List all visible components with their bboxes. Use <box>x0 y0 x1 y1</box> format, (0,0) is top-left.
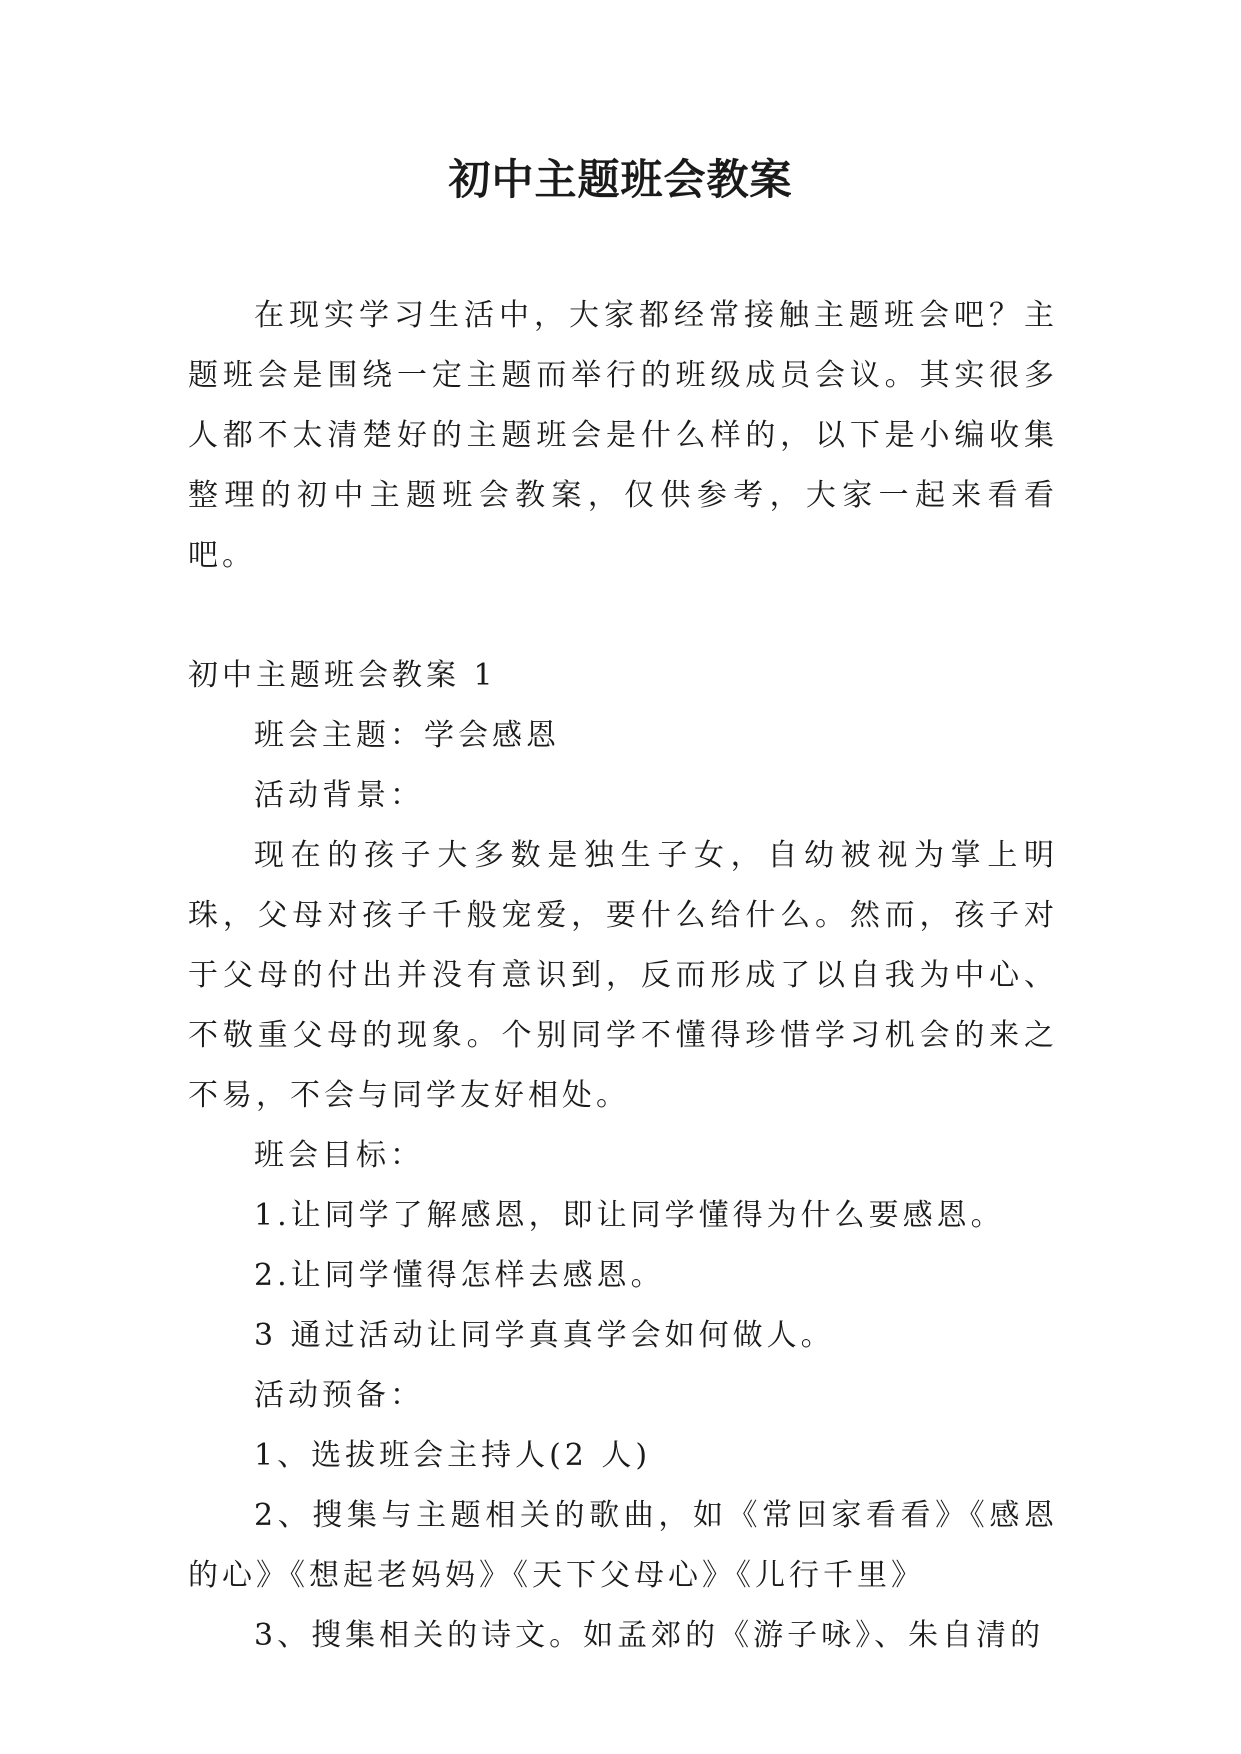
preparation-item: 3、搜集相关的诗文。如孟郊的《游子咏》、朱自清的 <box>254 1618 1045 1653</box>
goal-item: 3 通过活动让同学真真学会如何做人。 <box>254 1318 835 1353</box>
document-title: 初中主题班会教案 <box>448 155 793 204</box>
meeting-theme: 班会主题：学会感恩 <box>254 718 560 753</box>
section-heading: 初中主题班会教案 1 <box>188 658 497 693</box>
goal-item: 1.让同学了解感恩，即让同学懂得为什么要感恩。 <box>254 1198 1005 1233</box>
activity-preparation-label: 活动预备： <box>254 1378 424 1413</box>
intro-paragraph: 在现实学习生活中，大家都经常接触主题班会吧？主题班会是围绕一定主题而举行的班级成员会议。其实很多人都不太清楚好的主题班会是什么样的，以下是小编收集整理的初中主题班会教案，仅供参考，大家一起来看看吧。 <box>188 298 1058 573</box>
goal-item: 2.让同学懂得怎样去感恩。 <box>254 1258 665 1293</box>
meeting-goals-label: 班会目标： <box>254 1138 424 1173</box>
preparation-item: 2、搜集与主题相关的歌曲，如《常回家看看》《感恩的心》《想起老妈妈》《天下父母心》《儿行千里》 <box>188 1498 1058 1593</box>
activity-background-label: 活动背景： <box>254 778 424 813</box>
document-body <box>188 286 1058 1666</box>
activity-background-paragraph: 现在的孩子大多数是独生子女，自幼被视为掌上明珠，父母对孩子千般宠爱，要什么给什么。然而，孩子对于父母的付出并没有意识到，反而形成了以自我为中心、不敬重父母的现象。个别同学不懂得珍惜学习机会的来之不易，不会与同学友好相处。 <box>188 838 1058 1113</box>
preparation-item: 1、选拔班会主持人(2 人) <box>254 1438 652 1473</box>
